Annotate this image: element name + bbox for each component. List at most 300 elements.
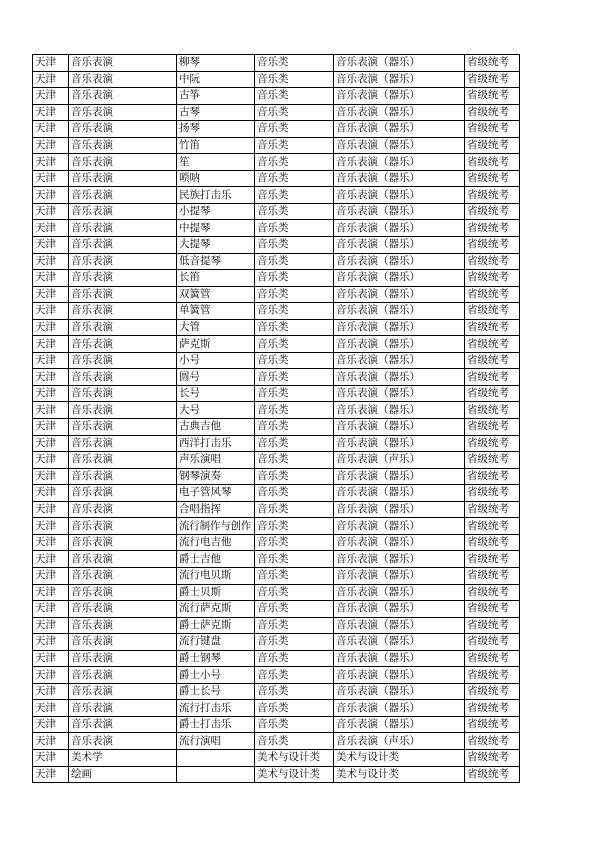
exam-category-cell: 音乐类 — [255, 419, 334, 436]
table-row — [33, 419, 520, 436]
major-cell: 音乐表演 — [69, 468, 177, 485]
exam-category-cell: 音乐类 — [255, 154, 334, 171]
major-cell: 音乐表演 — [69, 419, 177, 436]
exam-category-cell: 音乐类 — [255, 402, 334, 419]
major-cell: 音乐表演 — [69, 716, 177, 733]
province-cell: 天津 — [33, 700, 69, 717]
exam-category-cell: 音乐类 — [255, 700, 334, 717]
exam-level-cell: 省级统考 — [465, 452, 520, 469]
major-cell: 音乐表演 — [69, 121, 177, 138]
exam-level-cell: 省级统考 — [465, 55, 520, 72]
exam-type-cell: 音乐表演（器乐） — [334, 270, 465, 287]
exam-type-cell: 音乐表演（器乐） — [334, 716, 465, 733]
table-row — [33, 303, 520, 320]
exam-category-cell: 音乐类 — [255, 55, 334, 72]
table-row — [33, 567, 520, 584]
major-cell: 音乐表演 — [69, 402, 177, 419]
exam-type-cell: 音乐表演（器乐） — [334, 634, 465, 651]
exam-category-cell: 音乐类 — [255, 270, 334, 287]
major-cell: 音乐表演 — [69, 369, 177, 386]
exam-level-cell: 省级统考 — [465, 170, 520, 187]
exam-level-cell: 省级统考 — [465, 187, 520, 204]
exam-category-cell: 音乐类 — [255, 220, 334, 237]
exam-category-cell: 音乐类 — [255, 203, 334, 220]
exam-level-cell: 省级统考 — [465, 567, 520, 584]
exam-type-cell: 音乐表演（器乐） — [334, 419, 465, 436]
province-cell: 天津 — [33, 352, 69, 369]
major-cell: 音乐表演 — [69, 104, 177, 121]
table-row — [33, 766, 520, 783]
major-cell: 音乐表演 — [69, 336, 177, 353]
table-row — [33, 402, 520, 419]
exam-type-cell: 音乐表演（器乐） — [334, 303, 465, 320]
exam-type-cell: 音乐表演（器乐） — [334, 121, 465, 138]
exam-type-cell: 音乐表演（器乐） — [334, 617, 465, 634]
table-row — [33, 369, 520, 386]
exam-type-cell: 音乐表演（声乐） — [334, 733, 465, 750]
province-cell: 天津 — [33, 601, 69, 618]
direction-cell: 小提琴 — [177, 203, 255, 220]
province-cell: 天津 — [33, 385, 69, 402]
direction-cell: 圆号 — [177, 369, 255, 386]
province-cell: 天津 — [33, 237, 69, 254]
province-cell: 天津 — [33, 170, 69, 187]
exam-type-cell: 音乐表演（器乐） — [334, 518, 465, 535]
exam-type-cell: 音乐表演（器乐） — [334, 667, 465, 684]
major-cell: 音乐表演 — [69, 452, 177, 469]
exam-type-cell: 音乐表演（器乐） — [334, 601, 465, 618]
exam-type-cell: 音乐表演（器乐） — [334, 501, 465, 518]
exam-category-cell: 音乐类 — [255, 385, 334, 402]
table-row — [33, 319, 520, 336]
exam-type-cell: 音乐表演（器乐） — [334, 402, 465, 419]
table-row — [33, 203, 520, 220]
exam-type-cell: 音乐表演（器乐） — [334, 187, 465, 204]
exam-category-cell: 音乐类 — [255, 452, 334, 469]
exam-category-cell: 音乐类 — [255, 468, 334, 485]
exam-category-cell: 音乐类 — [255, 369, 334, 386]
exam-category-cell: 音乐类 — [255, 551, 334, 568]
major-cell: 音乐表演 — [69, 88, 177, 105]
exam-type-cell: 音乐表演（器乐） — [334, 551, 465, 568]
exam-category-cell: 音乐类 — [255, 71, 334, 88]
province-cell: 天津 — [33, 733, 69, 750]
exam-category-cell: 音乐类 — [255, 667, 334, 684]
exam-category-cell: 音乐类 — [255, 617, 334, 634]
exam-category-cell: 音乐类 — [255, 336, 334, 353]
major-cell: 音乐表演 — [69, 237, 177, 254]
province-cell: 天津 — [33, 121, 69, 138]
direction-cell: 爵士钢琴 — [177, 650, 255, 667]
direction-cell: 大提琴 — [177, 237, 255, 254]
exam-category-cell: 美术与设计类 — [255, 749, 334, 766]
table-row — [33, 468, 520, 485]
exam-level-cell: 省级统考 — [465, 237, 520, 254]
province-cell: 天津 — [33, 88, 69, 105]
major-cell: 音乐表演 — [69, 303, 177, 320]
exam-level-cell: 省级统考 — [465, 749, 520, 766]
exam-level-cell: 省级统考 — [465, 435, 520, 452]
direction-cell: 爵士吉他 — [177, 551, 255, 568]
exam-category-cell: 音乐类 — [255, 518, 334, 535]
exam-level-cell: 省级统考 — [465, 220, 520, 237]
exam-type-cell: 音乐表演（器乐） — [334, 220, 465, 237]
province-cell: 天津 — [33, 55, 69, 72]
major-cell: 音乐表演 — [69, 667, 177, 684]
major-cell: 音乐表演 — [69, 352, 177, 369]
direction-cell: 竹笛 — [177, 137, 255, 154]
exam-type-cell: 音乐表演（器乐） — [334, 435, 465, 452]
table-row — [33, 137, 520, 154]
table-row — [33, 121, 520, 138]
exam-level-cell: 省级统考 — [465, 203, 520, 220]
direction-cell: 钢琴演奏 — [177, 468, 255, 485]
province-cell: 天津 — [33, 716, 69, 733]
exam-category-cell: 音乐类 — [255, 253, 334, 270]
exam-category-cell: 音乐类 — [255, 187, 334, 204]
exam-category-cell: 音乐类 — [255, 88, 334, 105]
exam-type-cell: 音乐表演（器乐） — [334, 369, 465, 386]
exam-level-cell: 省级统考 — [465, 501, 520, 518]
table-row — [33, 667, 520, 684]
exam-level-cell: 省级统考 — [465, 468, 520, 485]
major-cell: 音乐表演 — [69, 551, 177, 568]
table-row — [33, 452, 520, 469]
exam-level-cell: 省级统考 — [465, 650, 520, 667]
exam-level-cell: 省级统考 — [465, 419, 520, 436]
table-row — [33, 485, 520, 502]
exam-type-cell: 音乐表演（器乐） — [334, 534, 465, 551]
direction-cell: 扬琴 — [177, 121, 255, 138]
exam-level-cell: 省级统考 — [465, 71, 520, 88]
direction-cell: 流行演唱 — [177, 733, 255, 750]
table-row — [33, 385, 520, 402]
exam-category-cell: 音乐类 — [255, 733, 334, 750]
direction-cell: 中提琴 — [177, 220, 255, 237]
exam-level-cell: 省级统考 — [465, 369, 520, 386]
table-body — [33, 55, 520, 783]
province-cell: 天津 — [33, 518, 69, 535]
major-cell: 音乐表演 — [69, 518, 177, 535]
exam-type-cell: 音乐表演（器乐） — [334, 253, 465, 270]
major-cell: 音乐表演 — [69, 71, 177, 88]
table-row — [33, 435, 520, 452]
exam-level-cell: 省级统考 — [465, 766, 520, 783]
province-cell: 天津 — [33, 336, 69, 353]
exam-type-cell: 音乐表演（器乐） — [334, 700, 465, 717]
major-cell: 音乐表演 — [69, 187, 177, 204]
exam-level-cell: 省级统考 — [465, 104, 520, 121]
table-row — [33, 336, 520, 353]
major-cell: 音乐表演 — [69, 634, 177, 651]
direction-cell: 单簧管 — [177, 303, 255, 320]
exam-type-cell: 音乐表演（器乐） — [334, 55, 465, 72]
exam-level-cell: 省级统考 — [465, 551, 520, 568]
exam-category-cell: 音乐类 — [255, 534, 334, 551]
direction-cell: 民族打击乐 — [177, 187, 255, 204]
province-cell: 天津 — [33, 749, 69, 766]
direction-cell: 电子管风琴 — [177, 485, 255, 502]
major-cell: 音乐表演 — [69, 385, 177, 402]
table-row — [33, 634, 520, 651]
table-row — [33, 733, 520, 750]
exam-category-cell: 音乐类 — [255, 485, 334, 502]
table-row — [33, 650, 520, 667]
province-cell: 天津 — [33, 567, 69, 584]
exam-level-cell: 省级统考 — [465, 402, 520, 419]
exam-category-cell: 音乐类 — [255, 319, 334, 336]
direction-cell: 流行制作与创作 — [177, 518, 255, 535]
exam-category-cell: 音乐类 — [255, 170, 334, 187]
exam-category-cell: 音乐类 — [255, 501, 334, 518]
province-cell: 天津 — [33, 104, 69, 121]
exam-type-cell: 音乐表演（器乐） — [334, 104, 465, 121]
province-cell: 天津 — [33, 71, 69, 88]
exam-level-cell: 省级统考 — [465, 385, 520, 402]
direction-cell: 长笛 — [177, 270, 255, 287]
table-row — [33, 220, 520, 237]
table-row — [33, 518, 520, 535]
province-cell: 天津 — [33, 683, 69, 700]
direction-cell: 合唱指挥 — [177, 501, 255, 518]
major-cell: 音乐表演 — [69, 501, 177, 518]
major-cell: 音乐表演 — [69, 584, 177, 601]
province-cell: 天津 — [33, 435, 69, 452]
exam-level-cell: 省级统考 — [465, 352, 520, 369]
province-cell: 天津 — [33, 402, 69, 419]
exam-type-cell: 音乐表演（器乐） — [334, 336, 465, 353]
exam-level-cell: 省级统考 — [465, 584, 520, 601]
table-row — [33, 584, 520, 601]
exam-category-cell: 音乐类 — [255, 601, 334, 618]
direction-cell: 古典吉他 — [177, 419, 255, 436]
province-cell: 天津 — [33, 220, 69, 237]
exam-category-cell: 美术与设计类 — [255, 766, 334, 783]
major-cell: 音乐表演 — [69, 700, 177, 717]
exam-category-cell: 音乐类 — [255, 137, 334, 154]
exam-category-cell: 音乐类 — [255, 303, 334, 320]
exam-type-cell: 音乐表演（器乐） — [334, 88, 465, 105]
exam-category-cell: 音乐类 — [255, 584, 334, 601]
exam-level-cell: 省级统考 — [465, 88, 520, 105]
exam-level-cell: 省级统考 — [465, 319, 520, 336]
major-cell: 音乐表演 — [69, 650, 177, 667]
exam-type-cell: 音乐表演（器乐） — [334, 385, 465, 402]
exam-level-cell: 省级统考 — [465, 270, 520, 287]
province-cell: 天津 — [33, 419, 69, 436]
exam-category-cell: 音乐类 — [255, 352, 334, 369]
exam-type-cell: 音乐表演（器乐） — [334, 237, 465, 254]
exam-level-cell: 省级统考 — [465, 534, 520, 551]
exam-level-cell: 省级统考 — [465, 617, 520, 634]
exam-category-cell: 音乐类 — [255, 121, 334, 138]
direction-cell: 西洋打击乐 — [177, 435, 255, 452]
major-cell: 绘画 — [69, 766, 177, 783]
exam-type-cell: 音乐表演（器乐） — [334, 468, 465, 485]
province-cell: 天津 — [33, 154, 69, 171]
exam-type-cell: 音乐表演（器乐） — [334, 485, 465, 502]
direction-cell: 柳琴 — [177, 55, 255, 72]
direction-cell: 大号 — [177, 402, 255, 419]
direction-cell: 中阮 — [177, 71, 255, 88]
exam-level-cell: 省级统考 — [465, 518, 520, 535]
major-cell: 音乐表演 — [69, 286, 177, 303]
direction-cell: 声乐演唱 — [177, 452, 255, 469]
major-cell: 音乐表演 — [69, 567, 177, 584]
province-cell: 天津 — [33, 634, 69, 651]
province-cell: 天津 — [33, 369, 69, 386]
table-row — [33, 154, 520, 171]
table-row — [33, 716, 520, 733]
province-cell: 天津 — [33, 551, 69, 568]
direction-cell: 小号 — [177, 352, 255, 369]
major-cell: 音乐表演 — [69, 601, 177, 618]
direction-cell: 双簧管 — [177, 286, 255, 303]
major-cell: 美术学 — [69, 749, 177, 766]
province-cell: 天津 — [33, 584, 69, 601]
exam-type-cell: 音乐表演（器乐） — [334, 71, 465, 88]
direction-cell: 萨克斯 — [177, 336, 255, 353]
province-cell: 天津 — [33, 137, 69, 154]
direction-cell: 爵士打击乐 — [177, 716, 255, 733]
table-row — [33, 170, 520, 187]
exam-type-cell: 音乐表演（器乐） — [334, 567, 465, 584]
major-cell: 音乐表演 — [69, 534, 177, 551]
table-row — [33, 700, 520, 717]
direction-cell — [177, 749, 255, 766]
province-cell: 天津 — [33, 485, 69, 502]
exam-level-cell: 省级统考 — [465, 303, 520, 320]
table-row — [33, 237, 520, 254]
exam-level-cell: 省级统考 — [465, 683, 520, 700]
table-row — [33, 352, 520, 369]
direction-cell: 爵士长号 — [177, 683, 255, 700]
exam-type-cell: 音乐表演（器乐） — [334, 584, 465, 601]
province-cell: 天津 — [33, 203, 69, 220]
major-cell: 音乐表演 — [69, 683, 177, 700]
table-row — [33, 270, 520, 287]
exam-level-cell: 省级统考 — [465, 286, 520, 303]
exam-level-cell: 省级统考 — [465, 154, 520, 171]
direction-cell: 爵士小号 — [177, 667, 255, 684]
exam-category-table — [32, 54, 520, 783]
major-cell: 音乐表演 — [69, 270, 177, 287]
major-cell: 音乐表演 — [69, 170, 177, 187]
exam-level-cell: 省级统考 — [465, 601, 520, 618]
major-cell: 音乐表演 — [69, 435, 177, 452]
table-row — [33, 286, 520, 303]
table-row — [33, 104, 520, 121]
direction-cell: 爵士萨克斯 — [177, 617, 255, 634]
province-cell: 天津 — [33, 187, 69, 204]
major-cell: 音乐表演 — [69, 253, 177, 270]
exam-type-cell: 音乐表演（器乐） — [334, 286, 465, 303]
direction-cell: 流行电贝斯 — [177, 567, 255, 584]
table-row — [33, 551, 520, 568]
exam-level-cell: 省级统考 — [465, 716, 520, 733]
exam-level-cell: 省级统考 — [465, 667, 520, 684]
province-cell: 天津 — [33, 319, 69, 336]
table-row — [33, 71, 520, 88]
province-cell: 天津 — [33, 501, 69, 518]
province-cell: 天津 — [33, 286, 69, 303]
major-cell: 音乐表演 — [69, 203, 177, 220]
exam-type-cell: 音乐表演（器乐） — [334, 170, 465, 187]
exam-type-cell: 音乐表演（声乐） — [334, 452, 465, 469]
exam-type-cell: 音乐表演（器乐） — [334, 352, 465, 369]
direction-cell: 爵士贝斯 — [177, 584, 255, 601]
province-cell: 天津 — [33, 253, 69, 270]
direction-cell: 笙 — [177, 154, 255, 171]
direction-cell: 大管 — [177, 319, 255, 336]
province-cell: 天津 — [33, 468, 69, 485]
exam-type-cell: 美术与设计类 — [334, 749, 465, 766]
exam-level-cell: 省级统考 — [465, 137, 520, 154]
major-cell: 音乐表演 — [69, 154, 177, 171]
table-row — [33, 187, 520, 204]
table-row — [33, 683, 520, 700]
province-cell: 天津 — [33, 766, 69, 783]
exam-category-cell: 音乐类 — [255, 650, 334, 667]
table-row — [33, 534, 520, 551]
exam-type-cell: 音乐表演（器乐） — [334, 154, 465, 171]
direction-cell: 长号 — [177, 385, 255, 402]
exam-type-cell: 音乐表演（器乐） — [334, 137, 465, 154]
major-cell: 音乐表演 — [69, 137, 177, 154]
exam-level-cell: 省级统考 — [465, 485, 520, 502]
exam-level-cell: 省级统考 — [465, 700, 520, 717]
province-cell: 天津 — [33, 617, 69, 634]
exam-category-cell: 音乐类 — [255, 435, 334, 452]
major-cell: 音乐表演 — [69, 617, 177, 634]
province-cell: 天津 — [33, 534, 69, 551]
exam-category-cell: 音乐类 — [255, 634, 334, 651]
major-cell: 音乐表演 — [69, 220, 177, 237]
table-row — [33, 253, 520, 270]
major-cell: 音乐表演 — [69, 733, 177, 750]
major-cell: 音乐表演 — [69, 319, 177, 336]
exam-type-cell: 音乐表演（器乐） — [334, 683, 465, 700]
exam-type-cell: 美术与设计类 — [334, 766, 465, 783]
exam-type-cell: 音乐表演（器乐） — [334, 650, 465, 667]
exam-category-cell: 音乐类 — [255, 683, 334, 700]
direction-cell: 流行电吉他 — [177, 534, 255, 551]
table-row — [33, 617, 520, 634]
exam-level-cell: 省级统考 — [465, 121, 520, 138]
table-row — [33, 88, 520, 105]
exam-level-cell: 省级统考 — [465, 253, 520, 270]
major-cell: 音乐表演 — [69, 55, 177, 72]
exam-category-cell: 音乐类 — [255, 104, 334, 121]
table-row — [33, 749, 520, 766]
major-cell: 音乐表演 — [69, 485, 177, 502]
exam-category-cell: 音乐类 — [255, 567, 334, 584]
table-row — [33, 501, 520, 518]
direction-cell: 流行打击乐 — [177, 700, 255, 717]
province-cell: 天津 — [33, 270, 69, 287]
exam-level-cell: 省级统考 — [465, 733, 520, 750]
exam-category-cell: 音乐类 — [255, 716, 334, 733]
direction-cell: 古筝 — [177, 88, 255, 105]
province-cell: 天津 — [33, 667, 69, 684]
province-cell: 天津 — [33, 650, 69, 667]
exam-level-cell: 省级统考 — [465, 634, 520, 651]
exam-type-cell: 音乐表演（器乐） — [334, 319, 465, 336]
table-row — [33, 601, 520, 618]
province-cell: 天津 — [33, 452, 69, 469]
exam-level-cell: 省级统考 — [465, 336, 520, 353]
province-cell: 天津 — [33, 303, 69, 320]
